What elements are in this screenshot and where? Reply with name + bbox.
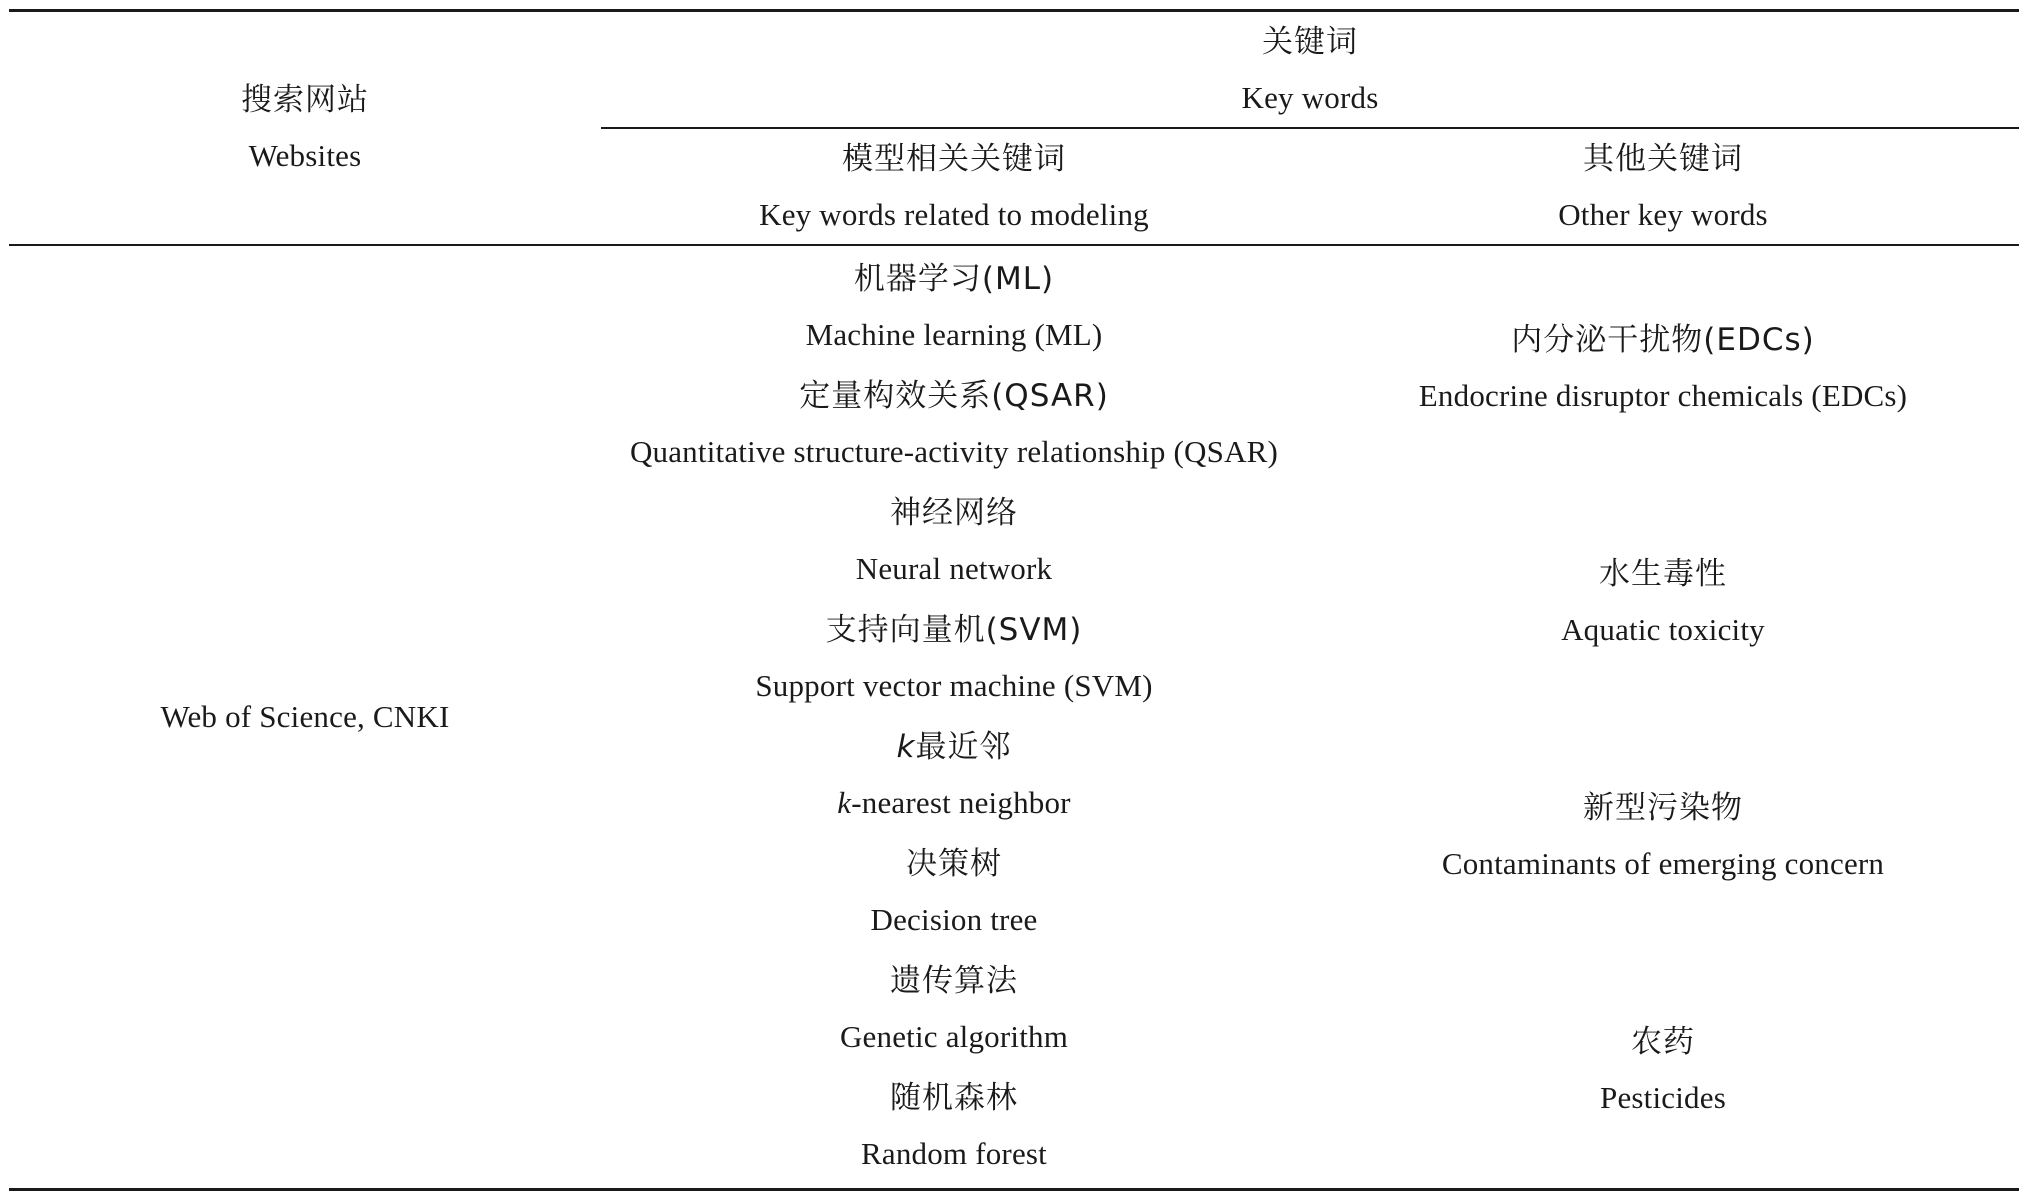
keyword-zh: 决策树 — [906, 846, 1002, 882]
header-other-en: Other key words — [1558, 196, 1768, 232]
keyword-zh: 新型污染物 — [1582, 790, 1743, 826]
modeling-keyword-item — [840, 953, 1068, 1070]
modeling-keyword-item — [837, 719, 1070, 836]
modeling-keyword-item — [856, 485, 1052, 602]
keyword-zh: 内分泌干扰物(EDCs) — [1511, 322, 1815, 358]
body-modeling-keywords — [601, 251, 1307, 1187]
modeling-keyword-item — [755, 602, 1152, 719]
keyword-zh-rest: 最近邻 — [915, 729, 1012, 765]
keyword-zh: 随机森林 — [889, 1080, 1018, 1116]
keyword-zh: 神经网络 — [889, 495, 1018, 531]
keyword-zh: 水生毒性 — [1598, 556, 1727, 592]
other-keyword-item — [1600, 953, 1726, 1187]
header-modeling-en: Key words related to modeling — [759, 196, 1149, 232]
header-websites-zh: 搜索网站 — [241, 82, 369, 118]
header-other-zh: 其他关键词 — [1583, 140, 1743, 177]
header-websites-en: Websites — [248, 138, 362, 173]
header-keywords — [601, 12, 2019, 127]
header-keywords-zh: 关键词 — [1262, 23, 1358, 60]
header-modeling — [601, 129, 1307, 244]
modeling-keyword-item — [871, 836, 1038, 953]
body-other-keywords — [1307, 251, 2019, 1187]
keyword-en: Pesticides — [1600, 1080, 1726, 1115]
keyword-en: Random forest — [861, 1136, 1047, 1171]
table-bottom-rule — [9, 1188, 2019, 1191]
keyword-en: Aquatic toxicity — [1561, 612, 1765, 647]
modeling-keyword-item — [806, 251, 1103, 368]
keyword-zh: 机器学习(ML) — [853, 261, 1055, 297]
other-keyword-item — [1442, 719, 1884, 953]
keyword-zh: 农药 — [1631, 1024, 1695, 1060]
keyword-zh: 定量构效关系(QSAR) — [799, 378, 1109, 414]
other-keyword-item — [1561, 485, 1765, 719]
header-modeling-zh: 模型相关关键词 — [842, 140, 1066, 177]
keyword-en — [837, 775, 1070, 831]
modeling-keyword-item — [630, 368, 1278, 485]
header-websites — [9, 12, 601, 244]
keyword-en: Quantitative structure-activity relationship (QSAR) — [629, 434, 1279, 469]
keyword-zh — [897, 719, 1012, 775]
header-keywords-en: Key words — [1241, 79, 1379, 115]
keyword-en: Neural network — [855, 551, 1053, 586]
keyword-en: Machine learning (ML) — [805, 317, 1103, 352]
keyword-en-rest: -nearest neighbor — [851, 785, 1071, 820]
header-other — [1307, 129, 2019, 244]
keyword-en: Support vector machine (SVM) — [755, 668, 1153, 703]
keyword-zh: 遗传算法 — [889, 963, 1018, 999]
keyword-en: Endocrine disruptor chemicals (EDCs) — [1418, 378, 1908, 413]
keyword-en: Decision tree — [870, 902, 1038, 937]
keyword-en: Genetic algorithm — [839, 1019, 1069, 1054]
keyword-zh: 支持向量机(SVM) — [825, 612, 1083, 648]
keyword-en: Contaminants of emerging concern — [1441, 846, 1885, 881]
body-website — [9, 246, 601, 1188]
keyword-en-italic: k — [837, 785, 852, 820]
website-value: Web of Science, CNKI — [160, 699, 450, 734]
keyword-zh-italic: k — [896, 729, 916, 765]
other-keyword-item — [1419, 251, 1907, 485]
modeling-keyword-item — [861, 1070, 1047, 1187]
